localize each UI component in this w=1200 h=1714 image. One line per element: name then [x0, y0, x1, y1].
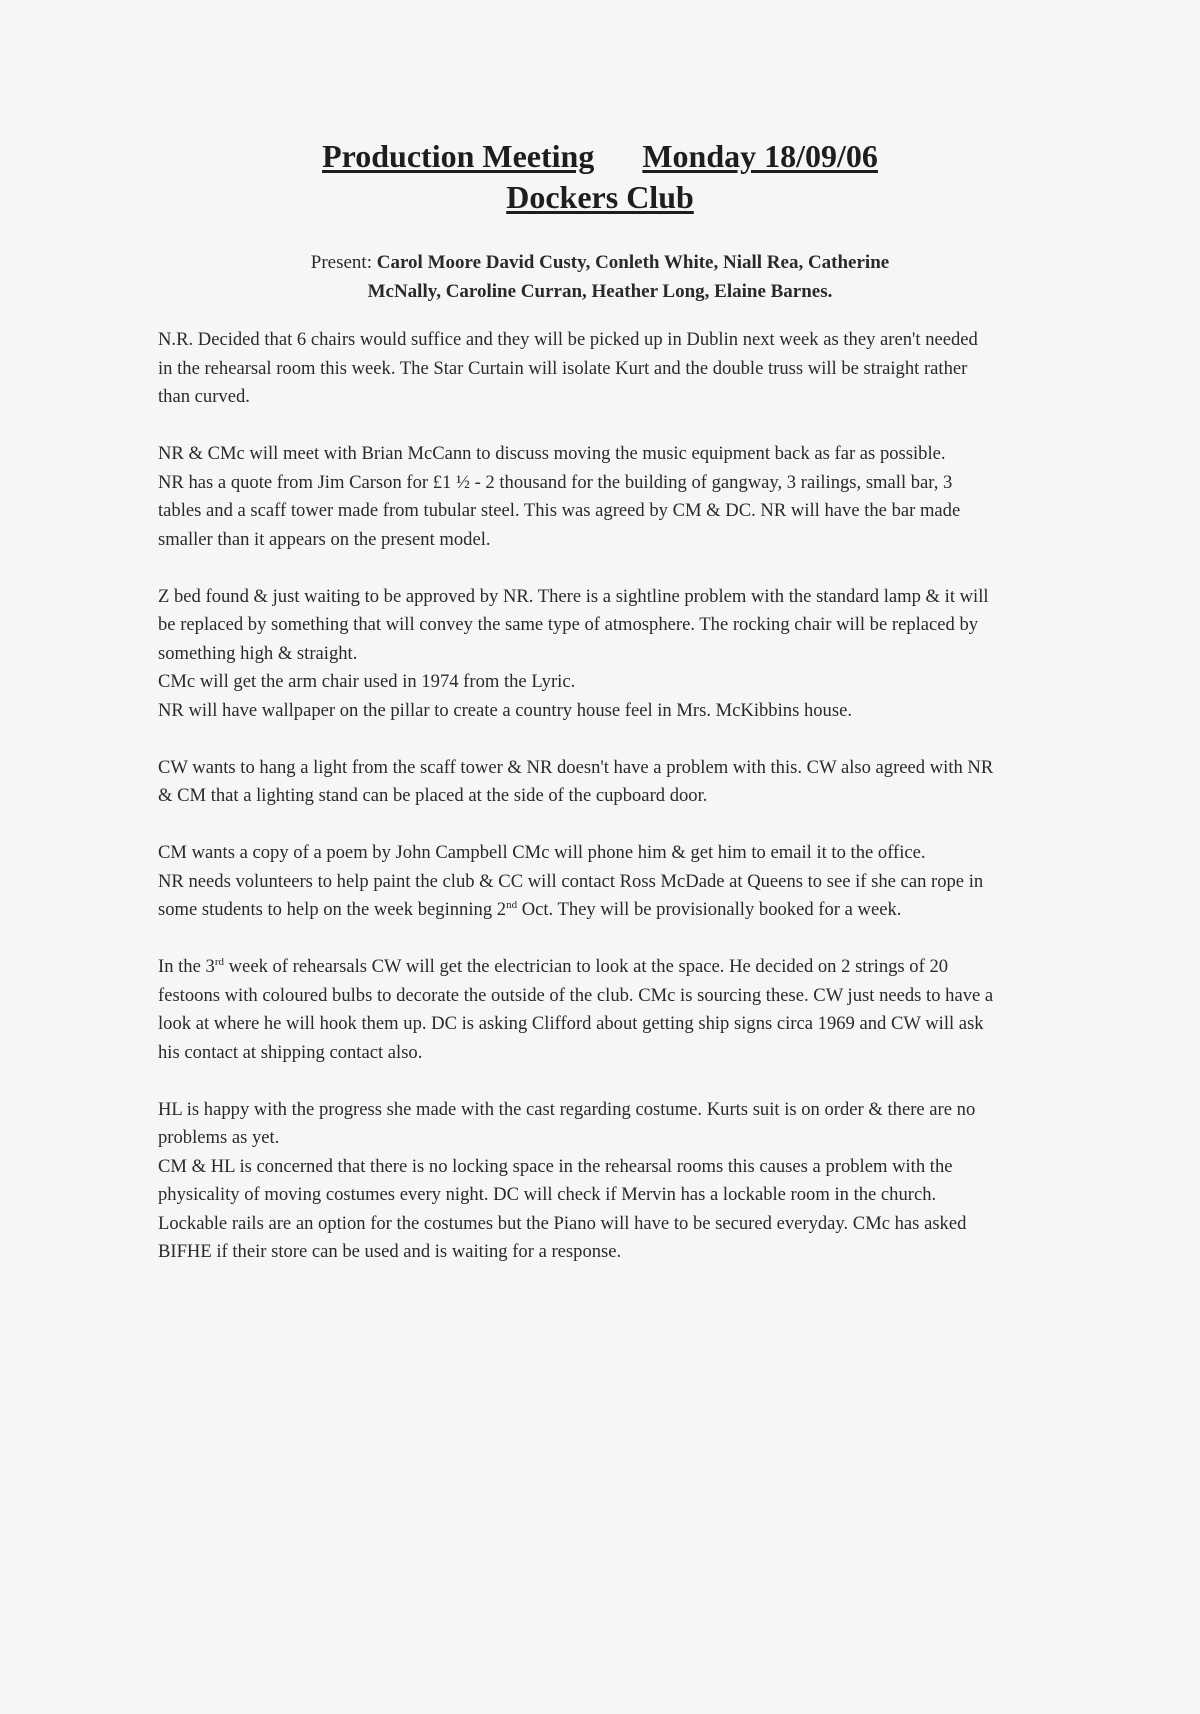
- attendee-names-line-1: Carol Moore David Custy, Conleth White, Niall Rea, Catherine: [376, 252, 890, 273]
- paragraph-costume-progress: HL is happy with the progress she made with the cast regarding costume. Kurts suit is on order & there are no problems as yet.: [158, 1098, 976, 1148]
- meeting-venue: Dockers Club: [506, 179, 694, 215]
- paragraph-lighting: CW wants to hang a light from the scaff tower & NR doesn't have a problem with this. CW also agreed with NR & CM that a lighting stand can be placed at the side of the cupboard door.: [158, 756, 994, 806]
- paragraph-music-equipment: NR & CMc will meet with Brian McCann to discuss moving the music equipment back as far as possible.: [158, 443, 946, 464]
- paragraph-locking-space: CM & HL is concerned that there is no locking space in the rehearsal rooms this causes a problem with the physicality of moving costumes every night. DC will check if Mervin has a lockable room in the church. Lockable rails are an option for the costumes but the Piano will have to be secured everyday. CMc has asked BIFHE if their store can be used and is waiting for a response.: [158, 1155, 967, 1262]
- paragraph-quote: NR has a quote from Jim Carson for £1 ½ - 2 thousand for the building of gangway, 3 railings, small bar, 3 tables and a scaff tower made from tubular steel. This was agreed by CM & DC. NR will have the bar made smaller than it appears on the present model.: [158, 471, 961, 550]
- attendee-names-line-2: McNally, Caroline Curran, Heather Long, Elaine Barnes.: [367, 281, 833, 302]
- attendees: [150, 248, 1050, 306]
- paragraph-poem: CM wants a copy of a poem by John Campbell CMc will phone him & get him to email it to the office.: [158, 842, 926, 863]
- meeting-title: Production Meeting: [322, 138, 595, 174]
- paragraph-wallpaper: NR will have wallpaper on the pillar to create a country house feel in Mrs. McKibbins house.: [158, 699, 852, 721]
- paragraph-chairs: N.R. Decided that 6 chairs would suffice and they will be picked up in Dublin next week as they aren't needed in the rehearsal room this week. The Star Curtain will isolate Kurt and the double truss will be straight rather than curved.: [158, 329, 978, 407]
- meeting-date: Monday 18/09/06: [642, 138, 878, 174]
- paragraph-z-bed: Z bed found & just waiting to be approved by NR. There is a sightline problem with the standard lamp & it will be replaced by something that will convey the same type of atmosphere. The rocking chair will be replaced by something high & straight.: [158, 585, 989, 664]
- heading-line-2: [0, 177, 1200, 218]
- paragraph-arm-chair: CMc will get the arm chair used in 1974 from the Lyric.: [158, 671, 576, 692]
- document-heading: [0, 136, 1200, 218]
- heading-line-1: [0, 136, 1200, 177]
- present-label: Present:: [310, 252, 372, 273]
- paragraph-volunteers: NR needs volunteers to help paint the club & CC will contact Ross McDade at Queens to see if she can rope in some students to help on the week beginning 2nd Oct. They will be provisionally booked for a week.: [158, 870, 984, 920]
- paragraph-electrician: In the 3rd week of rehearsals CW will get the electrician to look at the space. He decided on 2 strings of 20 festoons with coloured bulbs to decorate the outside of the club. CMc is sourcing these. CW just needs to have a look at where he will hook them up. DC is asking Clifford about getting ship signs circa 1969 and CW will ask his contact at shipping contact also.: [158, 955, 994, 1063]
- minutes-body: [158, 326, 994, 1295]
